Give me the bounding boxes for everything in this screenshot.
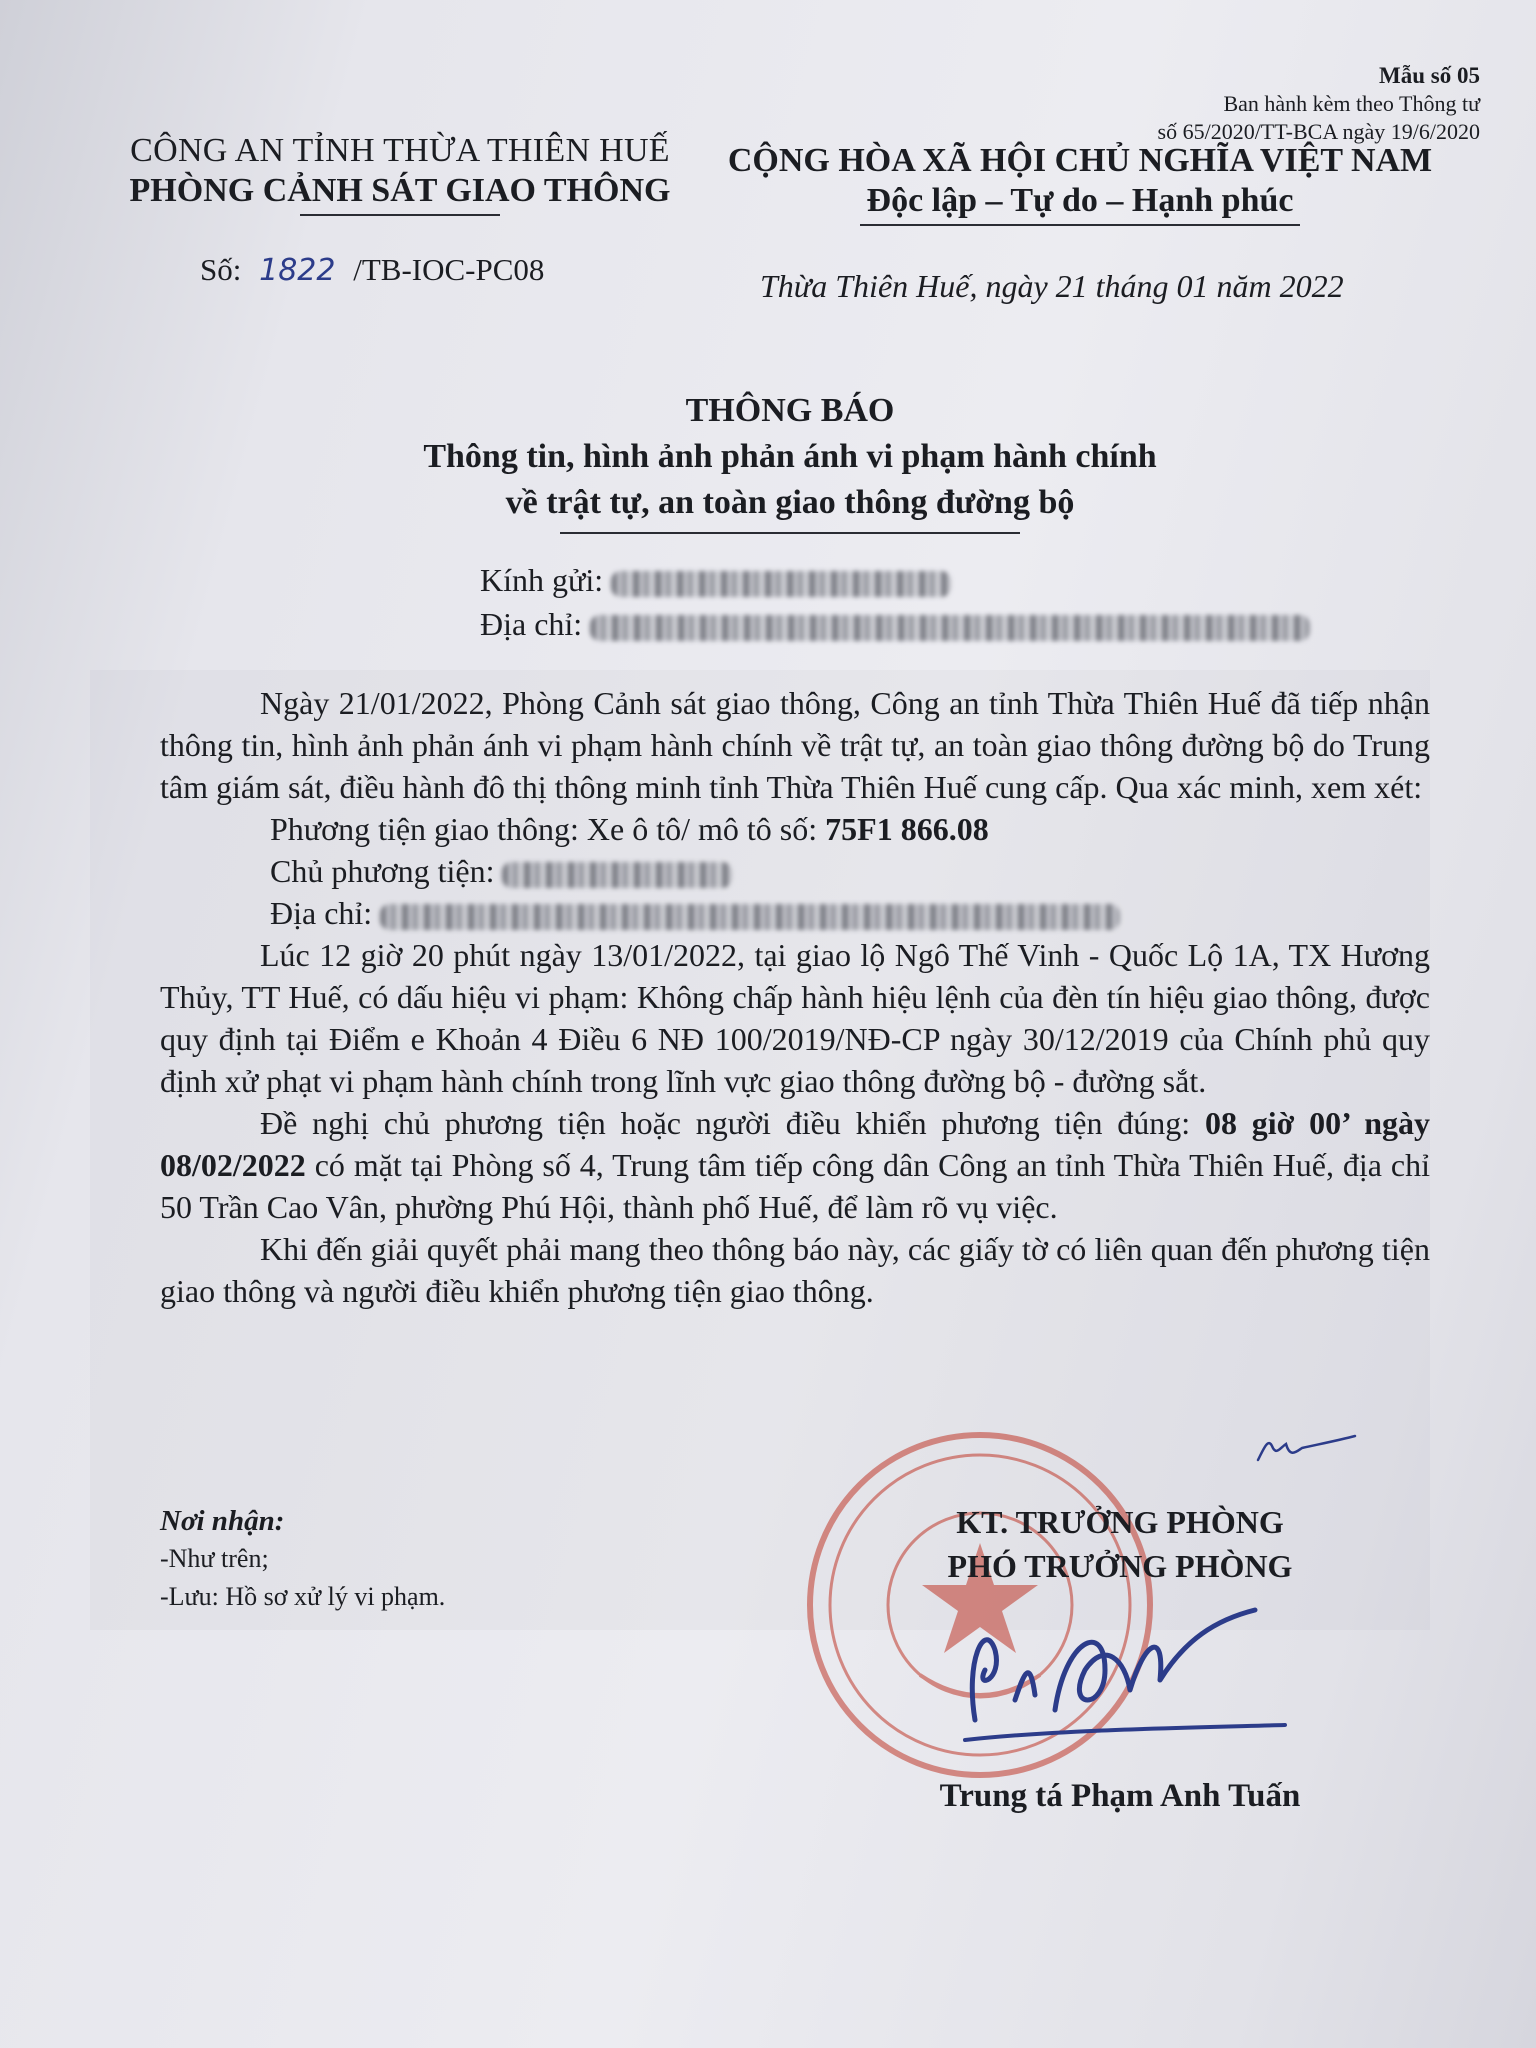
issuer-underline xyxy=(300,214,500,216)
notice-title xyxy=(100,388,1480,534)
redacted-recipient-address xyxy=(590,615,1310,641)
issuer-line1: CÔNG AN TỈNH THỪA THIÊN HUẾ xyxy=(130,132,670,169)
form-issued-line1: Ban hành kèm theo Thông tư xyxy=(1223,91,1480,116)
signature-title1: KT. TRƯỞNG PHÒNG xyxy=(956,1504,1284,1540)
recipient-to-label: Kính gửi: xyxy=(480,562,604,598)
body-paragraph-1: Ngày 21/01/2022, Phòng Cảnh sát giao thông, Công an tỉnh Thừa Thiên Huế đã tiếp nhận thông tin, hình ảnh phản ánh vi phạm hành chính về trật tự, an toàn giao thông đường bộ do Trung tâm giám sát, điều hành đô thị thông minh tỉnh Thừa Thiên Huế cung cấp. Qua xác minh, xem xét: xyxy=(160,685,1430,805)
body-paragraph-4: Khi đến giải quyết phải mang theo thông báo này, các giấy tờ có liên quan đến phương tiện giao thông và người điều khiển phương tiện giao thông. xyxy=(160,1231,1430,1309)
para3-details: có mặt tại Phòng số 4, Trung tâm tiếp công dân Công an tỉnh Thừa Thiên Huế, địa chỉ 50 Trần Cao Vân, phường Phú Hội, thành phố Huế, để làm rõ vụ việc. xyxy=(160,1147,1430,1225)
title-sub1: Thông tin, hình ảnh phản ánh vi phạm hành chính xyxy=(423,438,1157,475)
motto-underline xyxy=(860,224,1300,226)
vehicle-plate: 75F1 866.08 xyxy=(825,811,989,847)
nation-motto: Độc lập – Tự do – Hạnh phúc xyxy=(866,182,1294,219)
recipient-address xyxy=(480,602,1310,646)
body-paragraph-2: Lúc 12 giờ 20 phút ngày 13/01/2022, tại giao lộ Ngô Thế Vinh - Quốc Lộ 1A, TX Hương Thủy, TT Huế, có dấu hiệu vi phạm: Không chấp hành hiệu lệnh của đèn tín hiệu giao thông, được quy định tại Điểm e Khoản 4 Điều 6 NĐ 100/2019/NĐ-CP ngày 30/12/2019 của Chính phủ quy định xử phạt vi phạm hành chính trong lĩnh vực giao thông đường bộ - đường sắt. xyxy=(160,937,1430,1099)
doc-number-suffix: /TB-IOC-PC08 xyxy=(353,252,545,287)
redacted-owner-name xyxy=(502,862,732,888)
form-issued-line2: số 65/2020/TT-BCA ngày 19/6/2020 xyxy=(1157,119,1480,144)
national-header xyxy=(700,142,1460,226)
notice-body xyxy=(160,682,1430,1312)
vehicle-label: Phương tiện giao thông: Xe ô tô/ mô tô số: xyxy=(270,811,818,847)
para3-intro: Đề nghị chủ phương tiện hoặc người điều khiển phương tiện đúng: xyxy=(260,1105,1191,1141)
title-underline xyxy=(560,532,1020,534)
signature-titles xyxy=(860,1500,1380,1588)
recipient-block xyxy=(480,558,1310,646)
redacted-owner-address xyxy=(380,904,1120,930)
owner-address-line xyxy=(160,892,1430,934)
appointment-time: 08 giờ 00’ ngày 08/02/2022 xyxy=(160,1105,1431,1183)
recipients-line1: -Như trên; xyxy=(160,1544,269,1573)
nation-line1: CỘNG HÒA XÃ HỘI CHỦ NGHĨA VIỆT NAM xyxy=(727,142,1433,179)
handwritten-initials xyxy=(1250,1418,1360,1478)
title-sub2: về trật tự, an toàn giao thông đường bộ xyxy=(505,484,1075,521)
signature-title2: PHÓ TRƯỞNG PHÒNG xyxy=(947,1548,1293,1584)
vehicle-line xyxy=(160,808,1430,850)
issuer-header xyxy=(110,132,690,216)
body-paragraph-3 xyxy=(160,1102,1430,1228)
recipient-to xyxy=(480,558,1310,602)
recipients-line2: -Lưu: Hồ sơ xử lý vi phạm. xyxy=(160,1582,446,1611)
issuer-line2: PHÒNG CẢNH SÁT GIAO THÔNG xyxy=(129,172,671,209)
owner-line xyxy=(160,850,1430,892)
doc-number-handwritten: 1822 xyxy=(259,253,336,288)
handwritten-signature xyxy=(955,1600,1295,1760)
recipients-heading: Nơi nhận: xyxy=(160,1505,285,1537)
form-reference xyxy=(1060,62,1480,146)
doc-number-prefix: Số: xyxy=(200,252,242,287)
recipient-address-label: Địa chỉ: xyxy=(480,606,583,642)
owner-address-label: Địa chỉ: xyxy=(270,895,373,931)
redacted-recipient-name xyxy=(611,571,951,597)
title-main: THÔNG BÁO xyxy=(685,392,895,429)
document-number xyxy=(200,252,544,288)
owner-label: Chủ phương tiện: xyxy=(270,853,495,889)
place-date: Thừa Thiên Huế, ngày 21 tháng 01 năm 2022 xyxy=(760,268,1344,304)
recipients-list xyxy=(160,1502,445,1616)
form-number: Mẫu số 05 xyxy=(1379,63,1480,88)
signer-name: Trung tá Phạm Anh Tuấn xyxy=(939,1778,1301,1814)
